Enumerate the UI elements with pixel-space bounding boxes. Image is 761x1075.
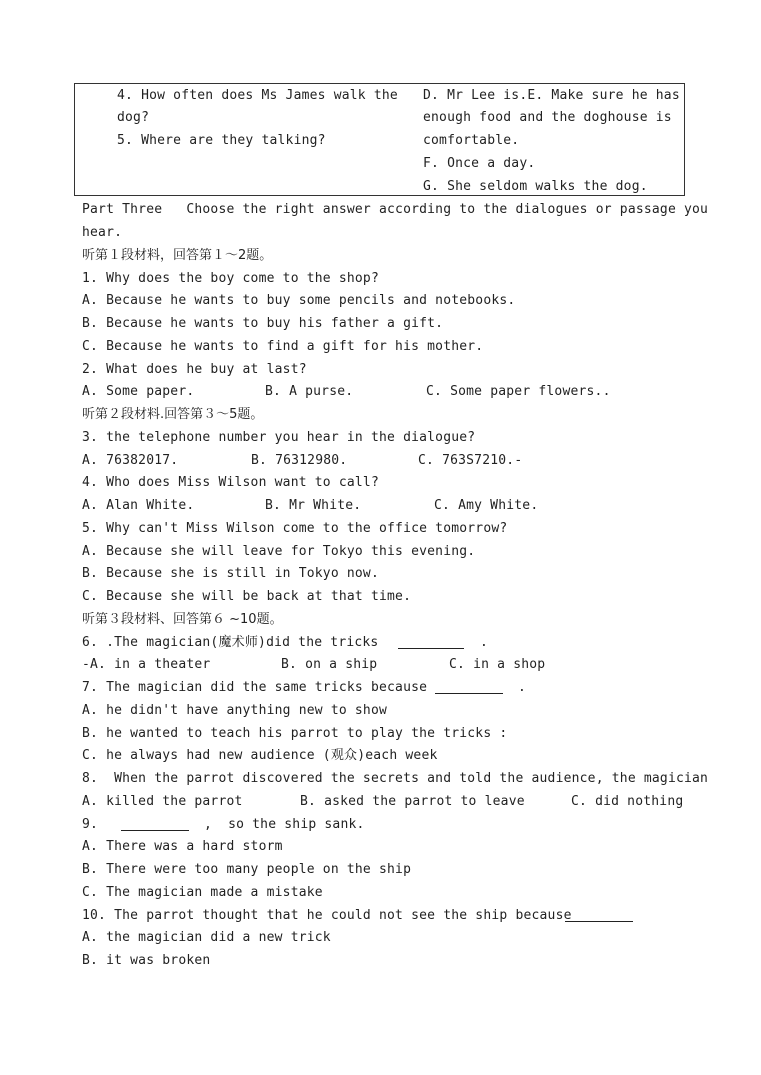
question-8: 8. When the parrot discovered the secrets and told the audience, the magician	[82, 771, 709, 786]
question-9-end: , so the ship sank.	[204, 817, 365, 832]
option: C. Amy White.	[434, 498, 539, 513]
box-right-line: enough food and the doghouse is	[423, 110, 672, 125]
option: C. in a shop	[449, 657, 546, 672]
section-1-instruction: 听第１段材料，回答第１～2题。	[82, 248, 273, 263]
section-3-instruction: 听第３段材料、回答第６ ~10题。	[82, 612, 283, 627]
box-right-line: D. Mr Lee is.E. Make sure he has	[423, 88, 680, 103]
answer-blank[interactable]	[435, 681, 503, 694]
box-left-line: dog?	[117, 110, 150, 125]
option: A. killed the parrot	[82, 794, 243, 809]
option: -A. in a theater	[82, 657, 211, 672]
question-9: 9.	[82, 817, 99, 832]
question-6-end: .	[480, 635, 489, 650]
question-5: 5. Why can't Miss Wilson come to the office tomorrow?	[82, 521, 508, 536]
question-4: 4. Who does Miss Wilson want to call?	[82, 475, 379, 490]
option: A. Some paper.	[82, 384, 195, 399]
option: A. There was a hard storm	[82, 839, 283, 854]
option: B. he wanted to teach his parrot to play the tricks :	[82, 726, 508, 741]
question-3: 3. the telephone number you hear in the dialogue?	[82, 430, 476, 445]
option: C. 763S7210.-	[418, 453, 523, 468]
answer-blank[interactable]	[565, 909, 633, 922]
option: B. There were too many people on the ship	[82, 862, 412, 877]
option: B. Mr White.	[265, 498, 362, 513]
part-three-heading-cont: hear.	[82, 225, 123, 240]
option: C. he always had new audience (观众)each week	[82, 748, 438, 763]
option: B. 76312980.	[251, 453, 348, 468]
option: C. Because she will be back at that time.	[82, 589, 412, 604]
option: A. the magician did a new trick	[82, 930, 331, 945]
part-three-heading: Part Three Choose the right answer according to the dialogues or passage you	[82, 202, 709, 217]
option: C. The magician made a mistake	[82, 885, 323, 900]
answer-blank[interactable]	[398, 636, 464, 649]
question-6: 6. .The magician(魔术师)did the tricks	[82, 635, 379, 650]
option: C. Some paper flowers..	[426, 384, 611, 399]
box-right-line: comfortable.	[423, 133, 520, 148]
option: C. Because he wants to find a gift for his mother.	[82, 339, 484, 354]
option: B. Because he wants to buy his father a gift.	[82, 316, 444, 331]
option: A. he didn't have anything new to show	[82, 703, 388, 718]
question-2: 2. What does he buy at last?	[82, 362, 307, 377]
box-left-line: 5. Where are they talking?	[117, 133, 326, 148]
question-10: 10. The parrot thought that he could not see the ship because	[82, 908, 572, 923]
box-right-line: G. She seldom walks the dog.	[423, 179, 648, 194]
option: A. Alan White.	[82, 498, 195, 513]
answer-blank[interactable]	[121, 818, 189, 831]
question-7: 7. The magician did the same tricks because	[82, 680, 428, 695]
option: A. Because she will leave for Tokyo this evening.	[82, 544, 476, 559]
section-2-instruction: 听第２段材料.回答第３～5题。	[82, 407, 264, 422]
box-right-line: F. Once a day.	[423, 156, 536, 171]
option: C. did nothing	[571, 794, 684, 809]
box-left-line: 4. How often does Ms James walk the	[117, 88, 398, 103]
option: B. asked the parrot to leave	[300, 794, 525, 809]
option: A. Because he wants to buy some pencils and notebooks.	[82, 293, 516, 308]
question-1: 1. Why does the boy come to the shop?	[82, 271, 379, 286]
option: A. 76382017.	[82, 453, 179, 468]
option: B. it was broken	[82, 953, 211, 968]
option: B. A purse.	[265, 384, 354, 399]
option: B. on a ship	[281, 657, 378, 672]
question-7-end: .	[518, 680, 527, 695]
option: B. Because she is still in Tokyo now.	[82, 566, 379, 581]
